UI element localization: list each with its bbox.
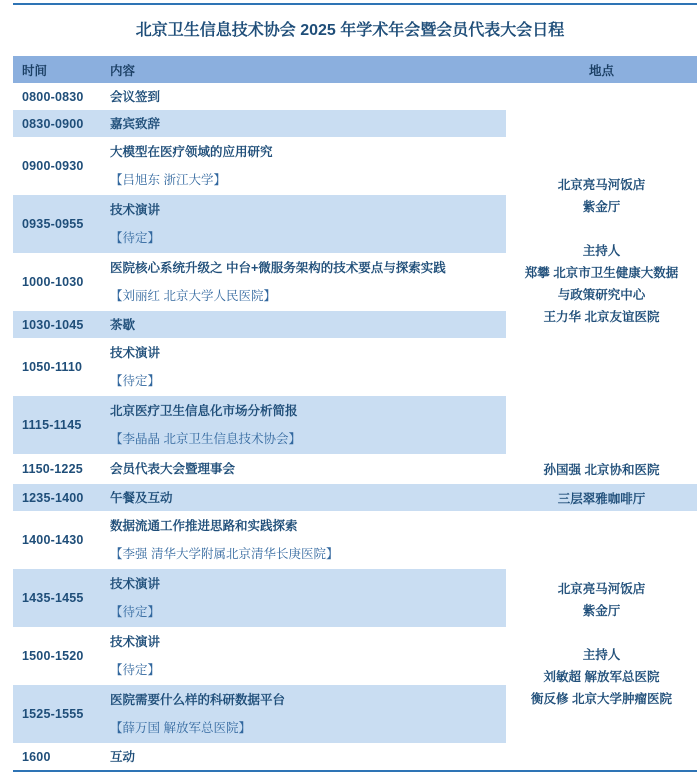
row-main	[13, 253, 506, 311]
time-cell: 0935-0955	[22, 217, 84, 231]
content-cell	[110, 685, 506, 743]
row-main	[13, 311, 506, 338]
content-cell	[110, 454, 506, 484]
header-content: 内容	[110, 63, 136, 78]
time-cell: 0800-0830	[22, 89, 84, 104]
session-title-line: 医院需要什么样的科研数据平台	[110, 693, 286, 707]
header-time: 时间	[22, 63, 48, 78]
time-cell: 1525-1555	[22, 707, 84, 721]
location-cell: 三层翠雅咖啡厅	[557, 491, 646, 506]
session-title-line: 大模型在医疗领域的应用研究	[110, 145, 273, 159]
speaker-line: 【待定】	[110, 605, 161, 619]
time-cell: 1600	[22, 749, 51, 764]
time-cell: 1235-1400	[22, 490, 84, 505]
top-rule-divider	[13, 3, 697, 5]
content-cell	[110, 253, 506, 311]
content-cell	[110, 195, 506, 253]
location-line: 王力华 北京友谊医院	[543, 310, 660, 324]
content-cell	[110, 396, 506, 454]
location-line: 郑攀 北京市卫生健康大数据	[524, 266, 679, 280]
speaker-line: 【李晶晶 北京卫生信息技术协会】	[110, 432, 301, 446]
schedule-table	[13, 56, 697, 770]
speaker-line: 【吕旭东 浙江大学】	[110, 173, 226, 187]
time-cell: 0900-0930	[22, 159, 84, 173]
location-block-afternoon	[506, 578, 697, 710]
bottom-rule-divider	[13, 770, 697, 772]
location-line: 北京亮马河饭店	[557, 582, 646, 596]
page-title: 北京卫生信息技术协会 2025 年学术年会暨会员代表大会日程	[135, 22, 565, 39]
time-cell: 1030-1045	[22, 317, 84, 332]
row-main	[13, 396, 506, 454]
time-cell: 1000-1030	[22, 275, 84, 289]
location-line: 主持人	[582, 648, 621, 662]
session-title-line: 会员代表大会暨理事会	[110, 462, 236, 476]
row-main	[13, 743, 506, 770]
time-cell: 1115-1145	[22, 418, 82, 432]
content-cell	[110, 627, 506, 685]
row-main	[13, 338, 506, 396]
time-cell: 0830-0900	[22, 116, 84, 131]
session-title-line: 技术演讲	[110, 577, 161, 591]
content-cell	[110, 137, 506, 195]
row-main	[13, 83, 506, 110]
content-cell	[110, 569, 506, 627]
location-line: 刘敏超 解放军总医院	[543, 670, 660, 684]
speaker-line: 【待定】	[110, 231, 161, 245]
location-block-morning	[506, 174, 697, 328]
session-title-line: 茶歇	[110, 317, 136, 332]
time-cell: 1050-1110	[22, 360, 83, 374]
speaker-line: 【刘丽红 北京大学人民医院】	[110, 289, 276, 303]
content-cell	[110, 511, 506, 569]
session-title-line: 数据流通工作推进思路和实践探索	[110, 519, 298, 533]
speaker-line: 【待定】	[110, 663, 161, 677]
location-line: 主持人	[582, 244, 621, 258]
session-title-line: 技术演讲	[110, 203, 161, 217]
content-cell	[110, 743, 506, 770]
location-cell: 孙国强 北京协和医院	[543, 463, 660, 477]
speaker-line: 【薛万国 解放军总医院】	[110, 721, 251, 735]
session-title-line: 技术演讲	[110, 635, 161, 649]
location-line: 紫金厅	[582, 604, 621, 618]
location-line: 紫金厅	[582, 200, 621, 214]
time-cell: 1150-1225	[22, 462, 83, 476]
row-main	[13, 627, 506, 685]
session-title-line: 嘉宾致辞	[110, 116, 161, 131]
location-gap	[506, 622, 697, 644]
time-cell: 1400-1430	[22, 533, 84, 547]
row-main	[13, 685, 506, 743]
session-title-line: 会议签到	[110, 89, 161, 104]
session-title-line: 医院核心系统升级之 中台+微服务架构的技术要点与探索实践	[110, 261, 446, 275]
content-cell	[110, 338, 506, 396]
location-column-overlay	[506, 56, 697, 770]
session-title-line: 午餐及互动	[110, 490, 173, 505]
location-gap	[506, 218, 697, 240]
session-title-line: 互动	[110, 749, 136, 764]
content-cell	[110, 311, 506, 338]
speaker-line: 【李强 清华大学附属北京清华长庚医院】	[110, 547, 339, 561]
row-main	[13, 484, 506, 511]
row-main	[13, 511, 506, 569]
row-main	[13, 195, 506, 253]
row-main	[13, 569, 506, 627]
row-main	[13, 110, 506, 137]
content-cell	[110, 110, 506, 137]
session-title-line: 技术演讲	[110, 346, 161, 360]
time-cell: 1500-1520	[22, 649, 84, 663]
row-main	[13, 137, 506, 195]
content-cell	[110, 484, 506, 511]
speaker-line: 【待定】	[110, 374, 161, 388]
session-title-line: 北京医疗卫生信息化市场分析简报	[110, 404, 298, 418]
location-line: 衡反修 北京大学肿瘤医院	[531, 692, 672, 706]
row-main	[13, 454, 506, 484]
location-line: 北京亮马河饭店	[557, 178, 646, 192]
content-cell	[110, 83, 506, 110]
time-cell: 1435-1455	[22, 591, 84, 605]
header-location: 地点	[588, 63, 614, 78]
location-line: 与政策研究中心	[557, 288, 646, 302]
